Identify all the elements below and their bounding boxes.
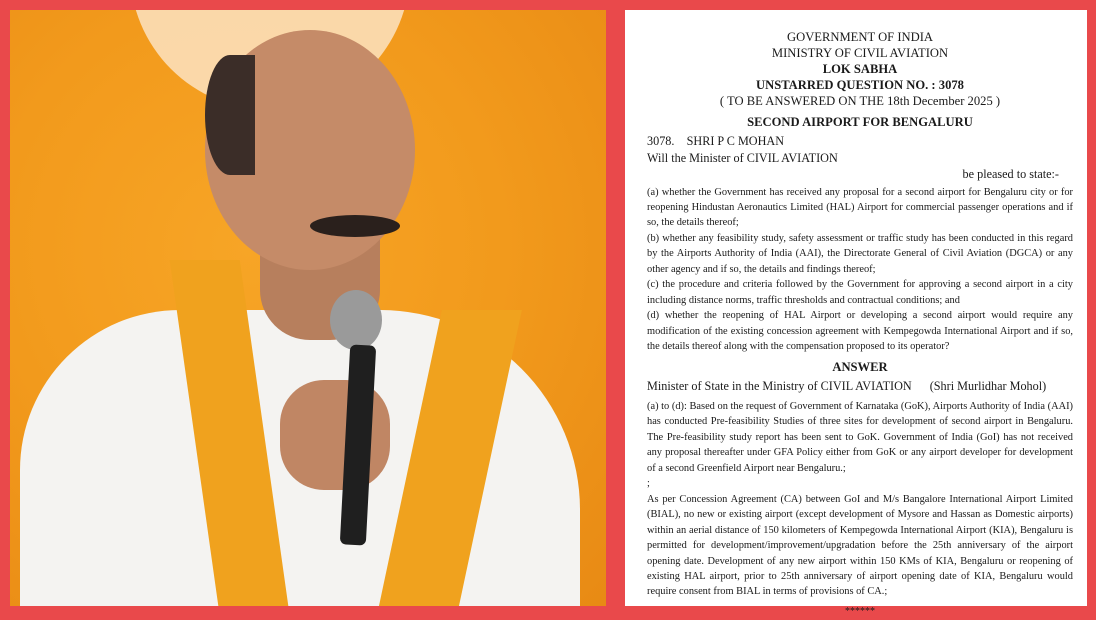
header-line: LOK SABHA (822, 62, 898, 76)
answer-separator: ; (647, 478, 650, 490)
subject: SECOND AIRPORT FOR BENGALURU (747, 115, 973, 129)
minister-name: (Shri Murlidhar Mohol) (929, 379, 1047, 394)
lok-sabha-document (625, 10, 1087, 617)
question-c: (c) the procedure and criteria followed by the Government for approving a second airport in a city including distance norms, traffic thresholds and contractual conditions; and (647, 279, 1073, 306)
question-number-title: UNSTARRED QUESTION NO. : 3078 (756, 78, 964, 92)
question-b: (b) whether any feasibility study, safety assessment or traffic study has been conducted in this regard by the Airports Authority of India (AAI), the Directorate General of Civil Aviation (DGCA) or any other agency and if so, the details and findings thereof; (647, 232, 1073, 275)
addressee: Will the Minister of CIVIL AVIATION (647, 150, 838, 165)
pleased-to-state: be pleased to state:- (962, 167, 1059, 181)
minister-line (647, 378, 1073, 395)
moustache (310, 215, 400, 237)
question-a: (a) whether the Government has received any proposal for a second airport for Bengaluru city or for reopening Hindustan Aeronautics Limited (HAL) Airport for commercial passenger operations and if so, the details thereof; (647, 186, 1073, 229)
header-line: GOVERNMENT OF INDIA (787, 30, 933, 44)
politician-photo (10, 10, 606, 606)
answer-paragraph: As per Concession Agreement (CA) between GoI and M/s Bangalore International Airport Limited (BIAL), no new or existing airport (except development of Mysore and Hassan as Domestic airports) within an aerial distance of 150 kilometers of Kempegowda International Airport (KIA), Bengaluru is permitted for development/improvement/upgradation before the 25th anniversary of the airport opening date. Development of any new airport within 150 KMs of KIA, Bengaluru or reopening of existing HAL airport, prior to 25th anniversary of airport opening date of KIA, Bengaluru would require consent from BIAL in terms of provisions of CA.; (647, 493, 1073, 598)
microphone-icon (330, 290, 382, 350)
answer-paragraph: (a) to (d): Based on the request of Government of Karnataka (GoK), Airports Authority of India (AAI) has conducted Pre-feasibility Studies of three sites for development of second airport in Bengaluru. The Pre-feasibility study report has been sent to GoK. Government of India (GoI) has not received any proposal thereafter under GFA Policy either from GoK or any airport developer for development of a second Greenfield Airport near Bengaluru.; (647, 400, 1073, 474)
header-line: MINISTRY OF CIVIL AVIATION (771, 46, 949, 60)
answer-date: ( TO BE ANSWERED ON THE 18th December 2025 ) (719, 94, 1001, 108)
hair (205, 55, 255, 175)
end-mark: ****** (845, 605, 875, 617)
minister-title: Minister of State in the Ministry of CIVIL AVIATION (647, 379, 912, 394)
question-d: (d) whether the reopening of HAL Airport or developing a second airport would require any modification of the existing concession agreement with Kempegowda International Airport and if so, the details thereof along with the compensation proposed to its operator? (647, 310, 1073, 353)
answer-heading: ANSWER (832, 360, 888, 375)
questioner: 3078. SHRI P C MOHAN (647, 134, 785, 148)
